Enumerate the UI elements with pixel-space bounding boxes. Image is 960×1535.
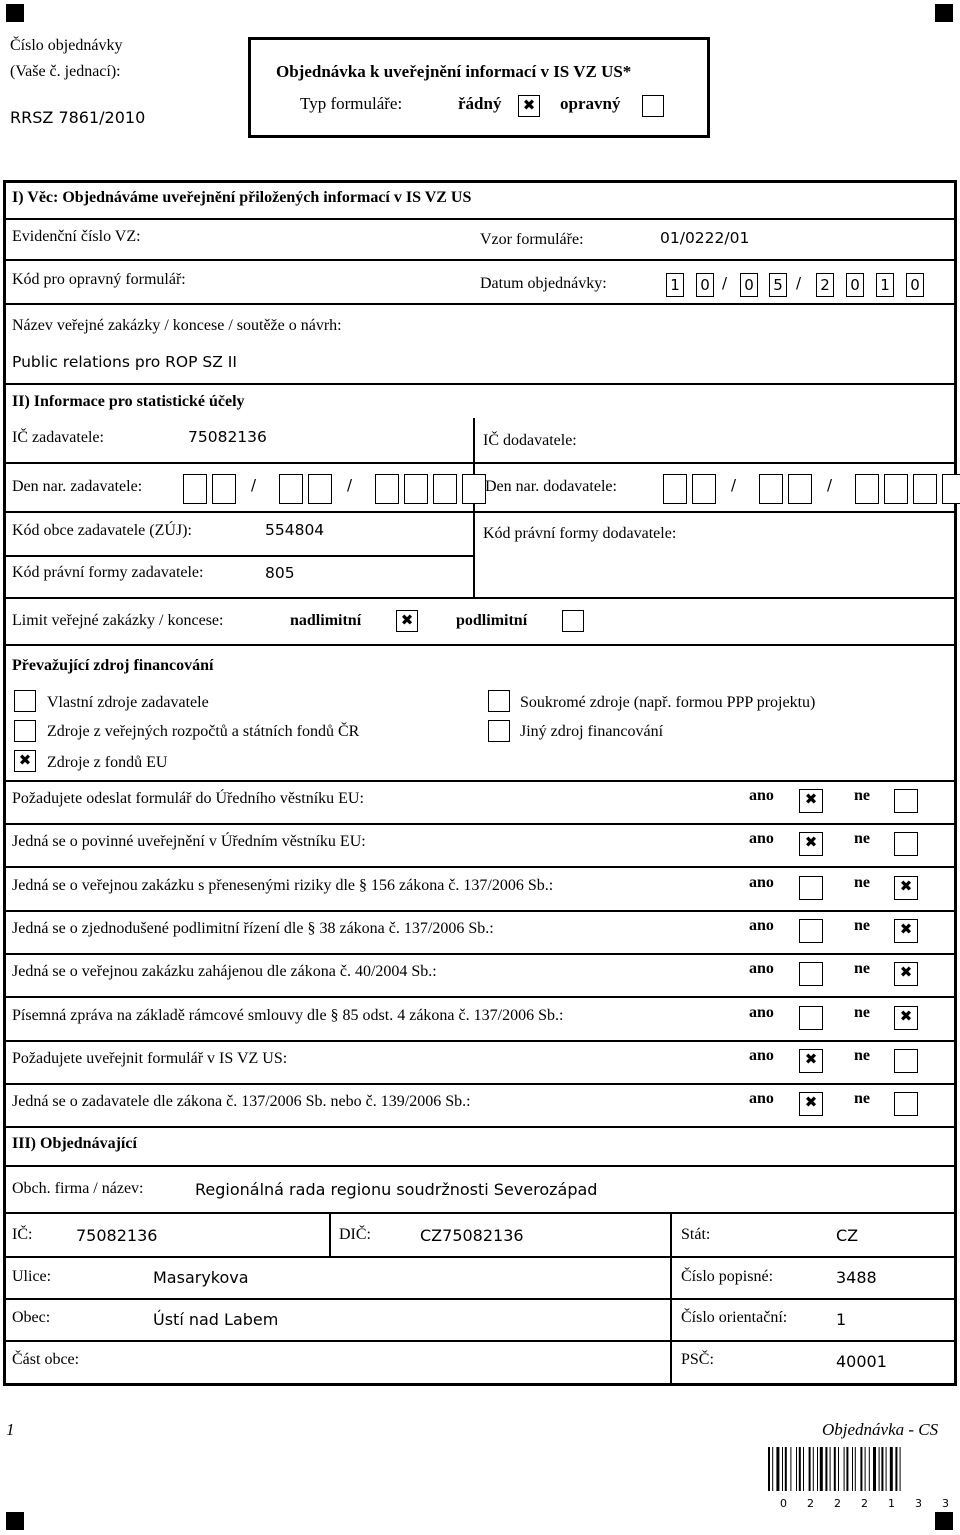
birth-date-separator: / (251, 476, 257, 494)
birth-date-digit-box[interactable] (692, 474, 716, 504)
no-label: ne (854, 787, 870, 804)
birth-date-digit-box[interactable] (855, 474, 879, 504)
divider (3, 1040, 957, 1042)
city-value: Ústí nad Labem (153, 1310, 279, 1329)
postal-code-label: PSČ: (681, 1351, 714, 1368)
order-date-digit: 0 (906, 273, 924, 297)
yes-label: ano (749, 873, 774, 891)
divider (3, 218, 957, 220)
barcode-bar (879, 1447, 880, 1491)
ic-label: IČ: (12, 1226, 33, 1243)
dic-label: DIČ: (339, 1226, 371, 1243)
corner-mark-bottom-right (935, 1512, 953, 1530)
ic-dodavatele-label: IČ dodavatele: (483, 432, 577, 449)
house-number-label: Číslo popisné: (681, 1268, 774, 1285)
order-date-digit: 0 (846, 273, 864, 297)
section-2-title: II) Informace pro statistické účely (12, 393, 245, 410)
divider (3, 303, 957, 305)
yes-checkbox[interactable] (799, 919, 823, 943)
barcode-bar (813, 1447, 814, 1491)
limit-below-checkbox[interactable] (562, 610, 584, 632)
divider (3, 383, 957, 385)
limit-above-checkbox[interactable] (396, 610, 418, 632)
city-label: Obec: (12, 1309, 51, 1326)
yes-checkbox[interactable] (799, 1092, 823, 1116)
limit-below-label: podlimitní (456, 612, 528, 629)
birth-date-digit-box[interactable] (212, 474, 236, 504)
divider (3, 644, 957, 646)
divider (3, 555, 475, 557)
no-checkbox[interactable] (894, 876, 918, 900)
financing-eu-funds-checkbox[interactable] (14, 750, 36, 772)
divider (3, 1165, 957, 1167)
no-label: ne (854, 830, 870, 848)
financing-own-checkbox[interactable] (14, 690, 36, 712)
barcode-bar (860, 1447, 862, 1491)
divider (3, 866, 957, 868)
divider (3, 823, 957, 825)
yes-checkbox[interactable] (799, 876, 823, 900)
firm-name-label: Obch. firma / název: (12, 1180, 144, 1197)
barcode-bar (796, 1447, 797, 1491)
divider (3, 780, 957, 782)
barcode-bar (869, 1447, 870, 1491)
house-number-value: 3488 (836, 1268, 877, 1287)
correction-code-label: Kód pro opravný formulář: (12, 271, 186, 288)
city-part-label: Část obce: (12, 1351, 80, 1368)
no-label: ne (854, 873, 870, 891)
question-text: Písemná zpráva na základě rámcové smlouvy dle § 85 odst. 4 zákona č. 137/2006 Sb.: (12, 1006, 564, 1024)
financing-public-budgets-label: Zdroje z veřejných rozpočtů a státních fondů ČR (47, 723, 360, 740)
street-label: Ulice: (12, 1268, 52, 1285)
divider (3, 259, 957, 261)
order-number-value: RRSZ 7861/2010 (10, 108, 146, 127)
yes-checkbox[interactable] (799, 832, 823, 856)
divider (3, 996, 957, 998)
no-checkbox[interactable] (894, 1006, 918, 1030)
header-box (248, 37, 710, 138)
limit-label: Limit veřejné zakázky / koncese: (12, 612, 224, 629)
corner-mark-bottom-left (6, 1512, 24, 1530)
document-name: Objednávka - CS (822, 1420, 939, 1439)
birth-date-digit-box[interactable] (462, 474, 486, 504)
divider (3, 1340, 957, 1342)
street-value: Masarykova (153, 1268, 249, 1287)
barcode-bar (838, 1447, 839, 1491)
barcode-bar (803, 1447, 804, 1491)
birth-date-separator: / (731, 476, 737, 494)
barcode-bar (844, 1447, 845, 1491)
corner-mark-top-right (935, 4, 953, 22)
birth-date-digit-box[interactable] (279, 474, 303, 504)
birth-date-digit-box[interactable] (913, 474, 937, 504)
state-value: CZ (836, 1226, 859, 1245)
question-text: Požadujete uveřejnit formulář v IS VZ US: (12, 1049, 288, 1067)
barcode-bar (809, 1447, 811, 1491)
limit-above-label: nadlimitní (290, 612, 362, 629)
birth-date-dodavatel-label: Den nar. dodavatele: (485, 478, 617, 495)
ic-zadavatele-value: 75082136 (188, 428, 267, 446)
question-text: Jedná se o zjednodušené podlimitní řízení dle § 38 zákona č. 137/2006 Sb.: (12, 919, 494, 937)
ic-value: 75082136 (76, 1226, 158, 1245)
barcode-digit: 3 (942, 1497, 949, 1510)
barcode-bar (772, 1447, 773, 1491)
birth-date-digit-box[interactable] (404, 474, 428, 504)
yes-label: ano (749, 960, 774, 978)
obec-code-label: Kód obce zadavatele (ZÚJ): (12, 522, 192, 539)
form-type-correction-label: opravný (560, 94, 621, 113)
yes-checkbox[interactable] (799, 789, 823, 813)
barcode-bar (886, 1447, 887, 1491)
barcode-bar (768, 1447, 770, 1491)
no-label: ne (854, 1046, 870, 1064)
birth-date-digit-box[interactable] (433, 474, 457, 504)
divider (3, 910, 957, 912)
financing-public-budgets-checkbox[interactable] (14, 720, 36, 742)
no-checkbox[interactable] (894, 919, 918, 943)
birth-date-digit-box[interactable] (788, 474, 812, 504)
order-date-separator: / (796, 274, 802, 292)
financing-title: Převažující zdroj financování (12, 657, 214, 674)
ic-zadavatele-label: IČ zadavatele: (12, 429, 104, 446)
financing-other-checkbox[interactable] (488, 720, 510, 742)
yes-label: ano (749, 1046, 774, 1064)
question-text: Jedná se o veřejnou zakázku s přenesenými riziky dle § 156 zákona č. 137/2006 Sb.: (12, 876, 554, 894)
barcode-bar (776, 1447, 779, 1491)
orientation-number-value: 1 (836, 1310, 847, 1329)
birth-date-digit-box[interactable] (183, 474, 207, 504)
barcode-bar (852, 1447, 853, 1491)
barcode-bar (834, 1447, 836, 1491)
birth-date-digit-box[interactable] (884, 474, 908, 504)
barcode-bar (895, 1447, 897, 1491)
section-1-title: I) Věc: Objednáváme uveřejnění přiložených informací v IS VZ US (12, 189, 472, 206)
birth-date-zadavatel-label: Den nar. zadavatele: (12, 478, 143, 495)
birth-date-separator: / (347, 476, 353, 494)
financing-private-label: Soukromé zdroje (např. formou PPP projektu) (520, 694, 816, 711)
section-3-title: III) Objednávající (12, 1135, 137, 1152)
order-date-digit: 2 (816, 273, 834, 297)
no-checkbox[interactable] (894, 832, 918, 856)
divider (3, 597, 957, 599)
yes-checkbox[interactable] (799, 1006, 823, 1030)
corner-mark-top-left (6, 4, 24, 22)
birth-date-digit-box[interactable] (663, 474, 687, 504)
legal-form-zadavatel-value: 805 (265, 564, 295, 582)
question-text: Jedná se o veřejnou zakázku zahájenou dle zákona č. 40/2004 Sb.: (12, 963, 437, 981)
divider (3, 511, 957, 513)
divider-vertical (473, 418, 475, 598)
barcode-digit: 2 (807, 1497, 814, 1510)
template-label: Vzor formuláře: (480, 231, 584, 248)
no-checkbox[interactable] (894, 789, 918, 813)
yes-label: ano (749, 1003, 774, 1021)
no-checkbox[interactable] (894, 1049, 918, 1073)
financing-own-label: Vlastní zdroje zadavatele (47, 694, 209, 711)
page-number: 1 (6, 1420, 15, 1439)
divider (3, 1298, 957, 1300)
no-label: ne (854, 960, 870, 978)
order-date-digit: 5 (769, 273, 787, 297)
order-date-digit: 1 (876, 273, 894, 297)
birth-date-separator: / (827, 476, 833, 494)
barcode-bar (825, 1447, 827, 1491)
barcode-bar (865, 1447, 866, 1491)
obec-code-value: 554804 (265, 521, 325, 539)
barcode-bar (782, 1447, 783, 1491)
financing-other-label: Jiný zdroj financování (520, 723, 664, 740)
no-label: ne (854, 1090, 870, 1108)
contract-name-label: Název veřejné zakázky / koncese / soutěže o návrh: (12, 317, 342, 334)
birth-date-digit-box[interactable] (375, 474, 399, 504)
legal-form-zadavatel-label: Kód právní formy zadavatele: (12, 564, 204, 581)
divider (3, 953, 957, 955)
firm-name-value: Regionálná rada regionu soudržnosti Severozápad (195, 1180, 598, 1199)
birth-date-digit-box[interactable] (759, 474, 783, 504)
no-label: ne (854, 916, 870, 934)
order-number-label-2: (Vaše č. jednací): (10, 63, 121, 80)
state-label: Stát: (681, 1226, 711, 1243)
barcode-bar (900, 1447, 901, 1491)
divider (3, 1212, 957, 1214)
barcode-bar (799, 1447, 801, 1491)
form-type-regular-checkbox[interactable] (518, 95, 540, 117)
barcode-bar (785, 1447, 787, 1491)
divider (3, 1083, 957, 1085)
barcode-digit: 1 (888, 1497, 895, 1510)
order-date-label: Datum objednávky: (480, 275, 607, 292)
barcode-bar (890, 1447, 893, 1491)
yes-label: ano (749, 830, 774, 848)
dic-value: CZ75082136 (420, 1226, 524, 1245)
birth-date-digit-box[interactable] (942, 474, 960, 504)
order-date-separator: / (722, 274, 728, 292)
financing-private-checkbox[interactable] (488, 690, 510, 712)
template-value: 01/0222/01 (660, 229, 750, 247)
header-box-title: Objednávka k uveřejnění informací v IS VZ US* (276, 62, 632, 81)
question-text: Jedná se o zadavatele dle zákona č. 137/2006 Sb. nebo č. 139/2006 Sb.: (12, 1093, 471, 1111)
yes-checkbox[interactable] (799, 1049, 823, 1073)
no-checkbox[interactable] (894, 1092, 918, 1116)
barcode-bar (820, 1447, 823, 1491)
legal-form-dodavatel-label: Kód právní formy dodavatele: (483, 525, 677, 542)
order-date-digit: 0 (740, 273, 758, 297)
contract-name-value: Public relations pro ROP SZ II (12, 353, 237, 371)
order-number-label: Číslo objednávky (10, 37, 123, 54)
form-type-correction-checkbox[interactable] (642, 95, 664, 117)
barcode-bar (846, 1447, 848, 1491)
barcode-bar (881, 1447, 883, 1491)
financing-eu-funds-label: Zdroje z fondů EU (47, 754, 168, 771)
barcode-bar (830, 1447, 831, 1491)
no-checkbox[interactable] (894, 962, 918, 986)
barcode-digit: 0 (780, 1497, 787, 1510)
barcode-bar (790, 1447, 791, 1491)
yes-label: ano (749, 916, 774, 934)
divider (3, 1256, 957, 1258)
barcode-digit: 2 (834, 1497, 841, 1510)
barcode-bar (817, 1447, 818, 1491)
barcode-bar (873, 1447, 876, 1491)
orientation-number-label: Číslo orientační: (681, 1309, 788, 1326)
birth-date-digit-box[interactable] (308, 474, 332, 504)
question-text: Požadujete odeslat formulář do Úředního věstníku EU: (12, 790, 364, 807)
divider-vertical (329, 1212, 331, 1256)
yes-label: ano (749, 787, 774, 804)
form-type-regular-label: řádný (458, 94, 502, 113)
barcode-bar (855, 1447, 856, 1491)
order-date-digit: 1 (666, 273, 684, 297)
evid-number-label: Evidenční číslo VZ: (12, 228, 141, 245)
yes-label: ano (749, 1090, 774, 1108)
barcode-digit: 2 (861, 1497, 868, 1510)
divider (3, 462, 957, 464)
order-date-digit: 0 (696, 273, 714, 297)
yes-checkbox[interactable] (799, 962, 823, 986)
postal-code-value: 40001 (836, 1352, 887, 1371)
barcode (768, 1447, 952, 1499)
form-type-label: Typ formuláře: (300, 94, 403, 113)
divider (3, 1126, 957, 1128)
barcode-digit: 3 (915, 1497, 922, 1510)
question-text: Jedná se o povinné uveřejnění v Úředním věstníku EU: (12, 833, 366, 851)
no-label: ne (854, 1003, 870, 1021)
